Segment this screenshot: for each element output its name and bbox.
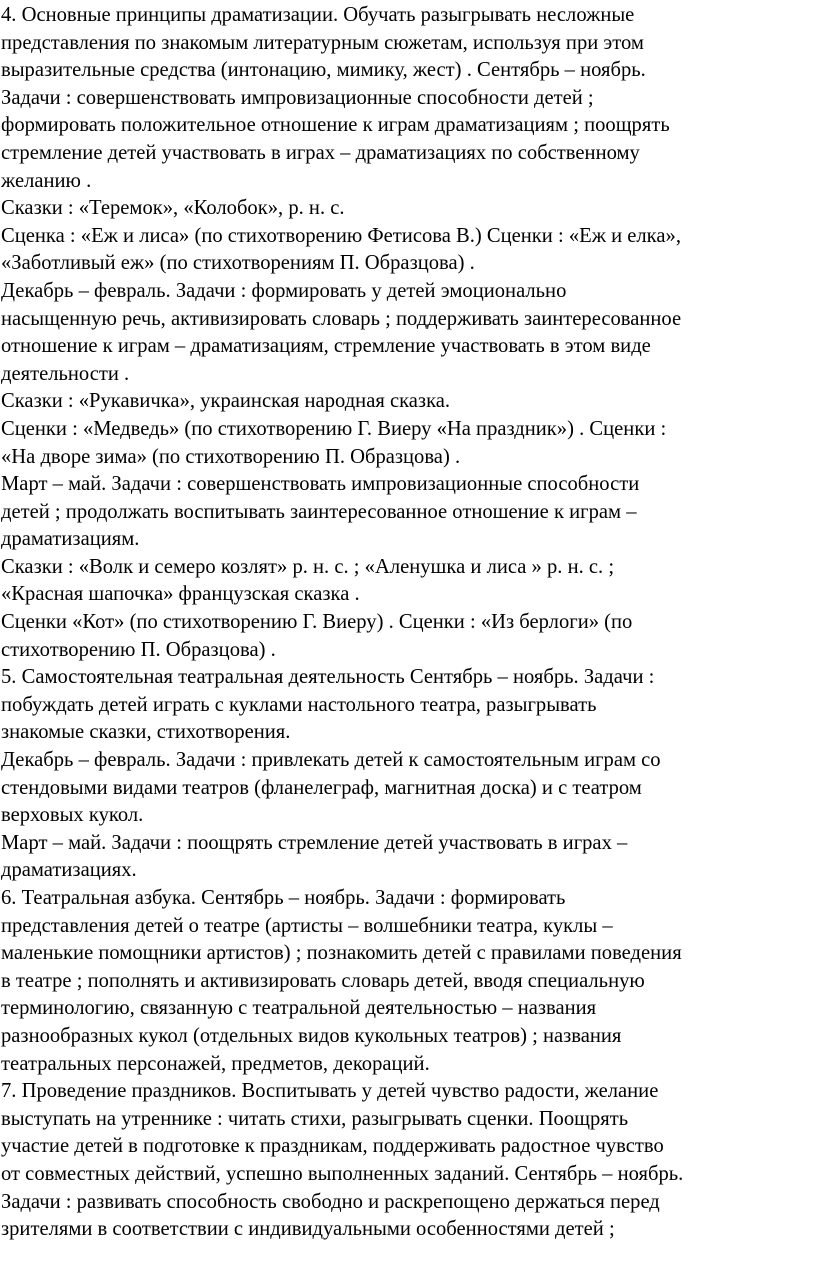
- text-line-28: Декабрь – февраль. Задачи : привлекать детей к самостоятельным играм со: [1, 749, 661, 772]
- text-line-32: драматизациях.: [1, 859, 137, 882]
- text-line-13: отношение к играм – драматизациям, стремление участвовать в этом виде: [1, 335, 651, 358]
- text-line-6: стремление детей участвовать в играх – драматизациях по собственному: [1, 141, 640, 164]
- text-line-39: театральных персонажей, предметов, декораций.: [1, 1052, 430, 1075]
- text-line-44: Задачи : развивать способность свободно и раскрепощено держаться перед: [1, 1190, 660, 1213]
- text-line-33: 6. Театральная азбука. Сентябрь – ноябрь. Задачи : формировать: [1, 887, 566, 909]
- text-line-38: разнообразных кукол (отдельных видов кукольных театров) ; названия: [1, 1024, 622, 1047]
- text-line-11: Декабрь – февраль. Задачи : формировать у детей эмоционально: [1, 279, 567, 302]
- text-line-22: «Красная шапочка» французская сказка .: [1, 583, 360, 606]
- text-line-19: детей ; продолжать воспитывать заинтересованное отношение к играм –: [1, 500, 637, 523]
- text-line-41: выступать на утреннике : читать стихи, разыгрывать сценки. Поощрять: [1, 1107, 629, 1130]
- text-line-31: Март – май. Задачи : поощрять стремление детей участвовать в играх –: [1, 831, 628, 854]
- text-line-26: побуждать детей играть с куклами настольного театра, разыгрывать: [1, 693, 597, 716]
- text-line-9: Сценка : «Еж и лиса» (по стихотворению Фетисова В.) Сценки : «Еж и елка»,: [1, 224, 681, 247]
- text-line-7: желанию .: [1, 169, 92, 192]
- text-line-35: маленькие помощники артистов) ; познакомить детей с правилами поведения: [1, 942, 682, 965]
- text-line-40: 7. Проведение праздников. Воспитывать у детей чувство радости, желание: [1, 1080, 659, 1103]
- text-line-16: Сценки : «Медведь» (по стихотворению Г. Виеру «На праздник») . Сценки :: [1, 417, 667, 440]
- text-line-43: от совместных действий, успешно выполненных заданий. Сентябрь – ноябрь.: [1, 1162, 684, 1185]
- text-line-25: 5. Самостоятельная театральная деятельность Сентябрь – ноябрь. Задачи :: [1, 666, 655, 689]
- text-line-2: представления по знакомым литературным сюжетам, используя при этом: [1, 31, 644, 54]
- text-line-42: участие детей в подготовке к праздникам, поддерживать радостное чувство: [1, 1135, 664, 1158]
- text-line-17: «На дворе зима» (по стихотворению П. Образцова) .: [1, 445, 461, 468]
- text-line-45: зрителями в соответствии с индивидуальными особенностями детей ;: [1, 1218, 615, 1241]
- text-line-37: терминологию, связанную с театральной деятельностью – названия: [1, 997, 597, 1020]
- text-line-5: формировать положительное отношение к играм драматизациям ; поощрять: [1, 114, 670, 137]
- text-line-21: Сказки : «Волк и семеро козлят» р. н. с. ; «Аленушка и лиса » р. н. с. ;: [1, 555, 615, 578]
- text-line-29: стендовыми видами театров (фланелеграф, магнитная доска) и с театром: [1, 776, 642, 799]
- document-text: [1, 2, 816, 1244]
- text-line-18: Март – май. Задачи : совершенствовать импровизационные способности: [1, 473, 640, 496]
- text-line-27: знакомые сказки, стихотворения.: [1, 721, 291, 744]
- text-line-3: выразительные средства (интонацию, мимику, жест) . Сентябрь – ноябрь.: [1, 59, 646, 82]
- text-line-14: деятельности .: [1, 362, 130, 385]
- text-line-36: в театре ; пополнять и активизировать словарь детей, вводя специальную: [1, 969, 645, 992]
- text-line-1: 4. Основные принципы драматизации. Обучать разыгрывать несложные: [1, 4, 635, 26]
- text-line-23: Сценки «Кот» (по стихотворению Г. Виеру) . Сценки : «Из берлоги» (по: [1, 611, 633, 634]
- text-line-24: стихотворению П. Образцова) .: [1, 638, 276, 661]
- text-line-15: Сказки : «Рукавичка», украинская народная сказка.: [1, 390, 451, 413]
- text-line-4: Задачи : совершенствовать импровизационные способности детей ;: [1, 86, 594, 109]
- text-line-20: драматизациям.: [1, 528, 140, 551]
- text-line-12: насыщенную речь, активизировать словарь ; поддерживать заинтересованное: [1, 307, 682, 330]
- text-line-8: Сказки : «Теремок», «Колобок», р. н. с.: [1, 197, 345, 220]
- text-line-30: верховых кукол.: [1, 804, 144, 827]
- text-line-10: «Заботливый еж» (по стихотворениям П. Образцова) .: [1, 252, 475, 275]
- text-line-34: представления детей о театре (артисты – волшебники театра, куклы –: [1, 914, 613, 937]
